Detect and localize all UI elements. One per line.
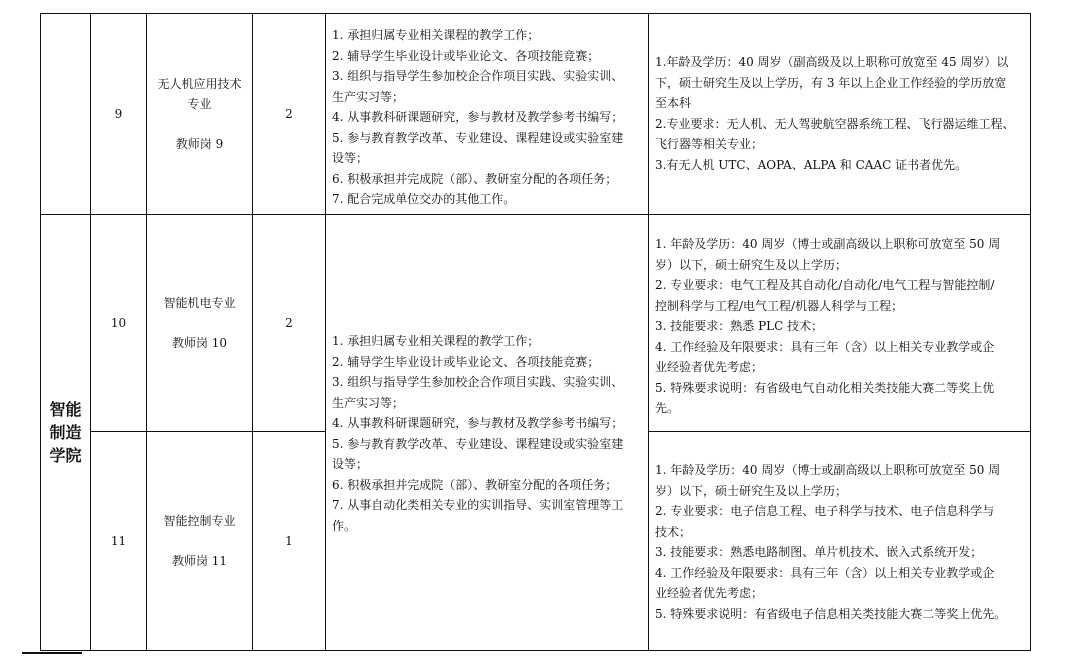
duty-line: 生产实习等；: [332, 395, 405, 410]
requirements-text: [655, 52, 1027, 175]
duty-line: 4. 从事教科研课题研究，参与教材及教学参考书编写；: [332, 416, 624, 430]
requirement-line: 至本科: [655, 96, 692, 110]
duty-line: 7. 从事自动化类相关专业的实训指导、实训室管理等工: [332, 498, 624, 512]
duty-line: 5. 参与教育教学改革、专业建设、课程建设或实验室建: [332, 436, 624, 451]
recruitment-table: [40, 13, 1031, 651]
duty-line: 设等；: [332, 457, 369, 471]
requirement-line: 下，硕士研究生及以上学历，有 3 年以上企业工作经验的学历放宽: [655, 75, 1007, 90]
position-line: 教师岗 11: [171, 554, 228, 568]
duty-line: 5. 参与教育教学改革、专业建设、课程建设或实验室建: [332, 130, 624, 145]
college-line: 制造: [49, 423, 82, 442]
duty-line: 6. 积极承担并完成院（部）、教研室分配的各项任务；: [332, 171, 618, 186]
position-line: 智能控制专业: [163, 514, 236, 528]
headcount: 1: [285, 534, 293, 548]
requirement-line: 5. 特殊要求说明：有省级电子信息相关类技能大赛二等奖上优先。: [655, 606, 1007, 621]
table-border-bottom: [40, 650, 1031, 651]
position-line: 无人机应用技术: [157, 77, 242, 91]
position-line: 智能机电专业: [163, 296, 236, 310]
duties-text: [332, 331, 644, 536]
college-line: 学院: [49, 446, 82, 465]
requirement-line: 业经验者优先考虑；: [655, 586, 764, 600]
position-name: [147, 215, 252, 431]
requirement-line: 岁）以下，硕士研究生及以上学历；: [655, 483, 848, 498]
row-number: 9: [114, 107, 123, 121]
position-line: 教师岗 9: [175, 137, 224, 151]
requirement-line: 3. 技能要求：熟悉 PLC 技术；: [655, 319, 824, 333]
requirements-text: [655, 234, 1027, 419]
requirement-line: 业经验者优先考虑；: [655, 360, 764, 374]
requirement-line: 先。: [655, 401, 680, 415]
table-border-right: [1030, 13, 1031, 651]
requirement-line: 2.专业要求：无人机、无人驾驶航空器系统工程、飞行器运维工程、: [655, 116, 1015, 131]
duty-line: 设等；: [332, 151, 369, 165]
requirement-line: 控制科学与工程/电气工程/机器人科学与工程；: [655, 298, 904, 313]
row-number: 11: [110, 534, 127, 548]
requirement-line: 飞行器等相关专业；: [655, 137, 764, 151]
row-number: 10: [110, 316, 127, 330]
duty-line: 3. 组织与指导学生参加校企合作项目实践、实验实训、: [332, 375, 624, 389]
requirement-line: 1.年龄及学历：40 周岁（副高级及以上职称可放宽至 45 周岁）以: [655, 55, 1009, 69]
requirement-line: 2. 专业要求：电气工程及其自动化/自动化/电气工程与智能控制/: [655, 278, 995, 292]
duty-line: 4. 从事教科研课题研究，参与教材及教学参考书编写；: [332, 110, 624, 124]
position-line: 教师岗 10: [171, 336, 228, 350]
duty-line: 2. 辅导学生毕业设计或毕业论文、各项技能竞赛；: [332, 354, 600, 369]
requirement-line: 3. 技能要求：熟悉电路制图、单片机技术、嵌入式系统开发；: [655, 545, 983, 559]
requirement-line: 2. 专业要求：电子信息工程、电子科学与技术、电子信息科学与: [655, 504, 995, 518]
requirement-line: 5. 特殊要求说明：有省级电气自动化相关类技能大赛二等奖上优: [655, 380, 995, 395]
headcount: 2: [285, 107, 293, 121]
position-name: [147, 14, 252, 214]
duty-line: 3. 组织与指导学生参加校企合作项目实践、实验实训、: [332, 69, 624, 83]
requirements-text: [655, 460, 1027, 624]
college-name: [41, 215, 90, 650]
position-line: 专业: [187, 97, 212, 111]
duty-line: 1. 承担归属专业相关课程的教学工作；: [332, 334, 540, 348]
headcount: 2: [285, 316, 293, 330]
duties-text: [332, 25, 644, 210]
requirement-line: 1. 年龄及学历：40 周岁（博士或副高级以上职称可放宽至 50 周: [655, 463, 1001, 477]
duty-line: 7. 配合完成单位交办的其他工作。: [332, 192, 516, 206]
column-divider: [325, 13, 326, 651]
requirement-line: 1. 年龄及学历：40 周岁（博士或副高级以上职称可放宽至 50 周: [655, 237, 1001, 251]
requirement-line: 岁）以下，硕士研究生及以上学历；: [655, 257, 848, 272]
requirement-line: 技术；: [655, 524, 692, 539]
footnote-rule: [22, 652, 82, 654]
duty-line: 1. 承担归属专业相关课程的教学工作；: [332, 28, 540, 42]
column-divider: [648, 13, 649, 651]
requirement-line: 3.有无人机 UTC、AOPA、ALPA 和 CAAC 证书者优先。: [655, 157, 968, 172]
row-divider: [648, 431, 1031, 432]
requirement-line: 4. 工作经验及年限要求：具有三年（含）以上相关专业教学或企: [655, 339, 995, 354]
college-line: 智能: [49, 400, 82, 419]
position-name: [147, 432, 252, 650]
duty-line: 2. 辅导学生毕业设计或毕业论文、各项技能竞赛；: [332, 48, 600, 63]
duty-line: 作。: [332, 518, 357, 533]
duty-line: 6. 积极承担并完成院（部）、教研室分配的各项任务；: [332, 477, 618, 492]
requirement-line: 4. 工作经验及年限要求：具有三年（含）以上相关专业教学或企: [655, 565, 995, 580]
duty-line: 生产实习等；: [332, 89, 405, 104]
